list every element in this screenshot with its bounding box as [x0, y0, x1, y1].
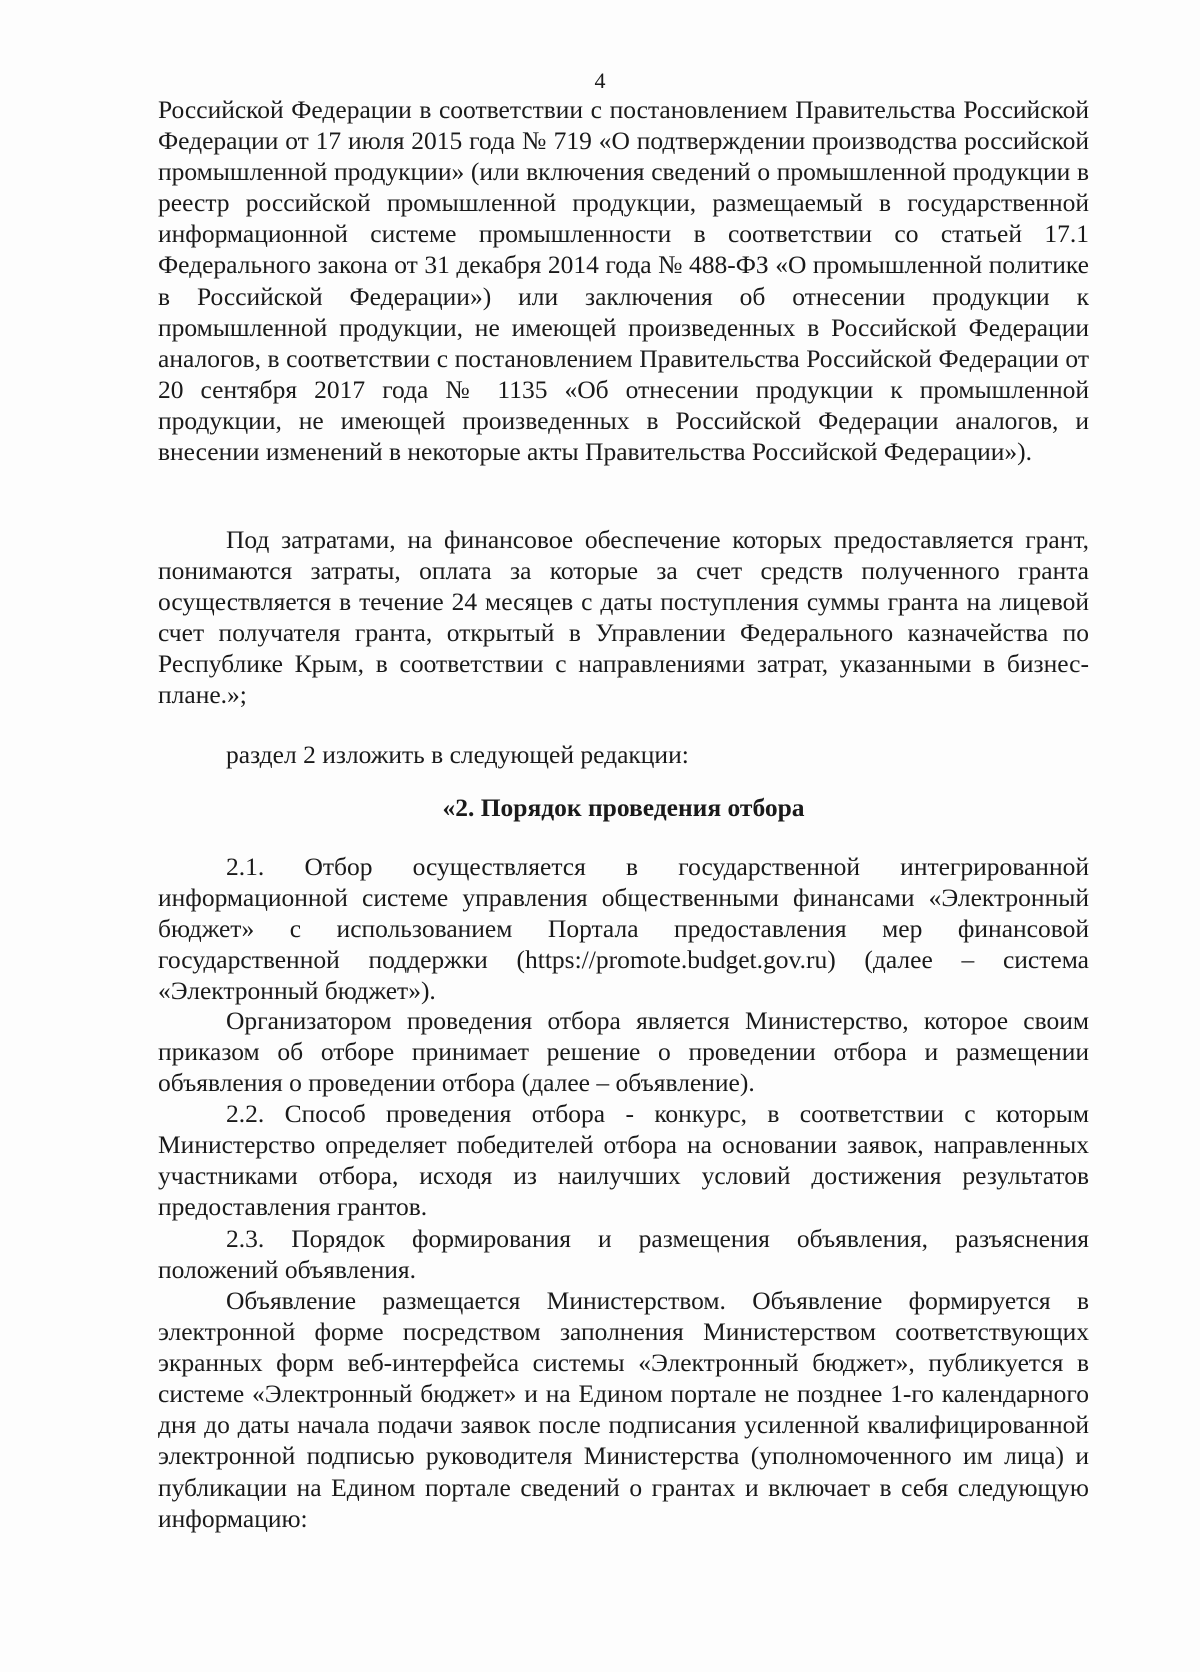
paragraph-text: 2.1. Отбор осуществляется в государственной интегрированной информационной системе управления общественными финансами «Электронный бюджет» с использованием Портала предоставления мер финансовой государственной поддержки (https://promote.budget.gov.ru) (далее – система «Электронный бюджет»).	[158, 852, 1089, 1006]
paragraph-2-2	[158, 1098, 1089, 1222]
section-heading: «2. Порядок проведения отбора	[442, 793, 805, 822]
paragraph-text: раздел 2 изложить в следующей редакции:	[226, 740, 689, 769]
paragraph-text: 2.2. Способ проведения отбора - конкурс, в соответствии с которым Министерство определяет победителей отбора на основании заявок, направленных участниками отбора, исходя из наилучших условий достижения результатов предоставления грантов.	[158, 1099, 1089, 1222]
paragraph-section-intro	[158, 739, 1089, 770]
paragraph-announcement	[158, 1285, 1089, 1534]
paragraph-2-3	[158, 1223, 1089, 1285]
paragraph-text: Под затратами, на финансовое обеспечение которых предоставляется грант, понимаются затраты, оплата за которые за счет средств полученного гранта осуществляется в течение 24 месяцев с даты поступления суммы гранта на лицевой счет получателя гранта, открытый в Управлении Федерального казначейства по Республике Крым, в соответствии с направлениями затрат, указанными в бизнес-плане.»;	[158, 525, 1089, 710]
paragraph-text: 2.3. Порядок формирования и размещения объявления, разъяснения положений объявления.	[158, 1224, 1089, 1285]
paragraph-text: Объявление размещается Министерством. Объявление формируется в электронной форме посредством заполнения Министерством соответствующих экранных форм веб-интерфейса системы «Электронный бюджет», публикуется в системе «Электронный бюджет» и на Едином портале не позднее 1-го календарного дня до даты начала подачи заявок после подписания усиленной квалифицированной электронной подписью руководителя Министерства (уполномоченного им лица) и публикации на Едином портале сведений о грантах и включает в себя следующую информацию:	[158, 1286, 1089, 1533]
paragraph-costs-definition	[158, 524, 1089, 711]
paragraph-2-1	[158, 851, 1089, 1006]
paragraph-text: Организатором проведения отбора является Министерство, которое своим приказом об отборе принимает решение о проведении отбора и размещении объявления о проведении отбора (далее – объявление).	[158, 1006, 1089, 1098]
paragraph-organizer	[158, 1005, 1089, 1098]
paragraph-text: Российской Федерации в соответствии с постановлением Правительства Российской Федерации от 17 июля 2015 года № 719 «О подтверждении производства российской промышленной продукции» (или включения сведений о промышленной продукции в реестр российской промышленной продукции, размещаемый в государственной информационной системе промышленности в соответствии со статьей 17.1 Федерального закона от 31 декабря 2014 года № 488-ФЗ «О промышленной политике в Российской Федерации») или заключения об отнесении продукции к промышленной продукции, не имеющей произведенных в Российской Федерации аналогов, в соответствии с постановлением Правительства Российской Федерации от 20 сентября 2017 года № 1135 «Об отнесении продукции к промышленной продукции, не имеющей произведенных в Российской Федерации аналогов, и внесении изменений в некоторые акты Правительства Российской Федерации»).	[158, 95, 1089, 467]
page-number: 4	[594, 68, 606, 93]
paragraph-continuation	[158, 94, 1089, 467]
